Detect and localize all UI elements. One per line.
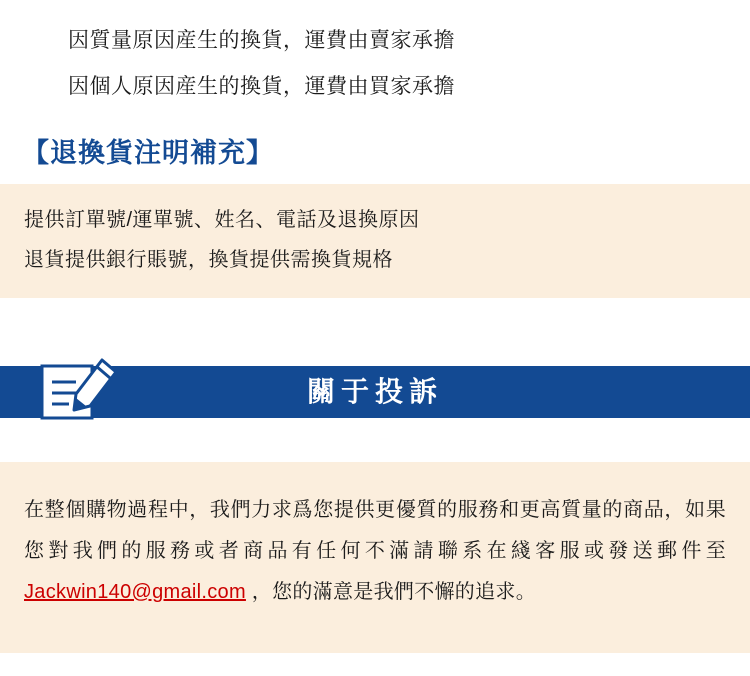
note-section-heading: 【退換貨注明補充】 [22,138,274,168]
complaint-text-box [0,462,750,653]
note-line: 退貨提供銀行賬號，換貨提供需換貨規格 [24,249,393,271]
policy-line: 因質量原因産生的換貨，運費由賣家承擔 [68,29,455,52]
pencil-note-icon [36,348,120,426]
note-box [0,184,750,298]
support-email-link[interactable]: Jackwin140@gmail.com [24,581,246,603]
note-line: 提供訂單號/運單號、姓名、電話及退換原因 [24,209,420,231]
policy-line: 因個人原因産生的換貨，運費由買家承擔 [68,75,455,98]
complaint-banner [0,348,750,426]
banner-title: 關于投訴 [306,376,443,407]
complaint-text-after: ，您的滿意是我們不懈的追求。 [245,581,536,603]
return-policy-lines [0,0,750,110]
complaint-text-before: 在整個購物過程中，我們力求爲您提供更優質的服務和更高質量的商品，如果您對我們的服務或者商品有任何不滿請聯系在綫客服或發送郵件至 [24,499,726,562]
complaint-paragraph [24,490,726,613]
